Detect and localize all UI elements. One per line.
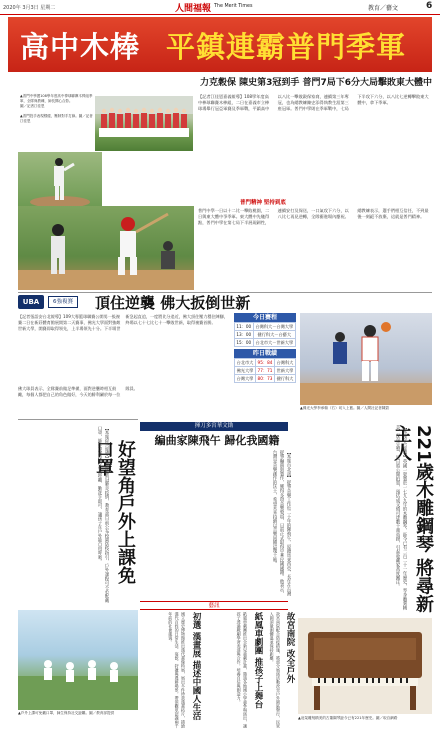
today-time: 15：00 xyxy=(236,339,252,345)
today-row xyxy=(235,331,296,339)
basketball-photo xyxy=(300,313,432,405)
today-row xyxy=(235,339,296,347)
today-match: 台北市大－世新大學 xyxy=(253,339,295,347)
yesterday-table xyxy=(234,358,296,383)
bottom-article-1-title: 初選 漢畫展 描述中國人生活 xyxy=(191,612,201,720)
mid-section-label-text: 揮刀多宮華文勛 xyxy=(194,423,234,429)
page-number: 6 xyxy=(426,1,433,11)
article1-body: 【記者江佳恩嘉義報導】108學年度高中棒球聯賽木棒組，二日在嘉義市立棒球場舉行冠亞軍賽及季軍戰，平鎮高中以八比一擊敗穀保家商，連續第三年奪冠，也為總教練陳史添得執教生涯第三座冠軍。普門中學則在季軍戰中，七局下半攻下六分，以八比七逆轉擊敗東大體中，拿下季軍。 xyxy=(198,94,429,112)
left-column-divider xyxy=(18,419,138,420)
bottom-article-1-body: 國立歷史博物館推出漢代畫像特展，展出多件珍貴漢畫拓片，描繪漢代百姓的日常生活、宴飲、狩獵與農耕場景，帶領觀眾認識兩千年前的社會風貌。 xyxy=(168,612,186,728)
photo-caption-1: ▲普門中學獲108學年度高中棒球聯賽木棒組季軍，全隊與教練、師長開心合影。 圖／記者江佳恩 ▲普門投手表現穩健，壓制對手打線。圖／記者江佳恩 xyxy=(20,94,93,123)
today-table xyxy=(234,322,296,347)
subheadline: 力克穀保 陳史第3冠到手 普門7局下6分大局擊敗東大體中 xyxy=(199,78,432,88)
yesterday-score: 77：71 xyxy=(256,367,275,375)
bottom-section-label xyxy=(140,601,288,610)
masthead xyxy=(0,0,440,15)
bottom-section-label-text: 藝訊 xyxy=(208,603,220,609)
basketball-caption: ▲佛光大學李承翰（右）切入上籃。圖／人間社記者陳碧 xyxy=(300,406,390,410)
uba-body-2: 佛大球員表示，全隊賽前做足準備，面對逆襲時相互鼓勵，每個人都把自己的角色做好，今天的勝利屬於每一位隊員。 xyxy=(18,386,138,398)
right-column-title: 221歲木雕鋼琴 將尋新主人 xyxy=(391,425,434,613)
today-schedule xyxy=(234,313,296,347)
yesterday-row xyxy=(235,359,296,367)
newspaper-logo: 人間福報 xyxy=(175,4,212,14)
today-time: 13：00 xyxy=(236,331,252,337)
piano-photo xyxy=(298,618,432,714)
today-time: 11：00 xyxy=(236,323,252,329)
uba-badge xyxy=(18,295,44,309)
yesterday-team2: 台灣科大 xyxy=(274,359,295,367)
issue-date: 2020年 3月3日 星期二 xyxy=(3,5,56,11)
piano-caption: ▲這架雕刻精美的古董鋼琴距今已有221年歷史。圖／取自網路 xyxy=(298,716,398,720)
yesterday-results xyxy=(234,349,296,383)
yesterday-score: 80：73 xyxy=(256,375,275,383)
left-column-title: 好望角戶外上課免口罩 xyxy=(93,440,136,584)
yesterday-score: 95：84 xyxy=(256,359,275,367)
yesterday-team2: 健行科大 xyxy=(274,375,295,383)
today-schedule-title: 今日賽程 xyxy=(234,313,296,322)
right-column-body: 【本報綜合報導】英國一架製於一七九九年的木雕鋼琴，距今已有二百二十一年歷史，琴身雕刻精美，保存完整，近日將公開拍賣，預估成交價可達數十萬英鎊，引起收藏家高度關注。 xyxy=(395,425,407,610)
yesterday-team1: 台灣大學 xyxy=(235,375,256,383)
uba-title: 頂住逆襲 佛大扳倒世新 xyxy=(95,294,251,312)
mid-section-label xyxy=(140,422,288,431)
left-column-body: 【本報綜合報導】為防範新冠肺炎疫情，教育部日前公布校園防疫指引，戶外課程可不必配戴口罩，師生只要保持社交距離、勤洗手即可，讓孩子在戶外能自由呼吸。 xyxy=(97,426,109,603)
yesterday-row xyxy=(235,367,296,375)
headline-right: 平鎮連霸普門季軍 xyxy=(166,30,407,64)
bottom-article-3 xyxy=(268,612,296,730)
today-match: 台灣科大－台灣大學 xyxy=(253,323,295,331)
today-row xyxy=(235,323,296,331)
article1-section-title: 普門精神 堅持到底 xyxy=(240,200,286,206)
section-name: 教育／藝文 xyxy=(368,5,399,12)
article1-body-2: 普門中學一日以十二比一擊敗桃園，二日與東大體中爭季軍。東大體中先馳得點，普門中學在第七局下半展現韌性，連續安打及保送，一口氣攻下六分，以八比七再見逆轉，全隊衝進場內慶祝。總教練表示，選手們相互信任，不到最後一刻絕不放棄，這就是普門精神。 xyxy=(198,208,429,226)
bottom-article-2-body: 紙風車劇團推出全新兒童劇計畫，邀請各地國小學童參與演出，讓孩子透過戲劇學習表達與合作，培養自信與創造力。 xyxy=(236,612,248,728)
bottom-article-2-title: 紙風車劇團 推孩子上舞台 xyxy=(253,612,263,709)
editor-article-body: 【本報台北訊】從事音樂工作近二十年的陳飛午，原籍馬來西亞，長年在台灣從事編曲與製作，獲得多項音樂獎項，日前正式取得中華民國國籍。他表示，台灣是音樂創作的沃土，希望未來持續以音樂回饋這塊土地。 xyxy=(272,450,291,597)
team-photo xyxy=(95,96,193,151)
uba-badge-text: UBA xyxy=(22,298,40,306)
uba-body: 【記者張語安台北報導】109大專籃球聯賽公開男一級複賽二日在新莊體育館展開第二天賽事，佛光大學面對強敵世新大學，開賽即取得領先，上半場領先十分。下半場世新急起直追，一度將比分追近，佛大頂住壓力穩住陣腳，終場以七十七比七十一擊敗世新，取得複賽首勝。 xyxy=(18,314,228,332)
yesterday-team1: 台北市大 xyxy=(235,359,256,367)
batter-photo xyxy=(18,206,194,290)
uba-round-text: 6強複賽 xyxy=(53,299,73,305)
newspaper-logo-en: The Merit Times xyxy=(214,4,253,9)
bottom-article-2 xyxy=(206,612,264,730)
yesterday-team1: 佛光大學 xyxy=(235,367,256,375)
bottom-article-3-title: 故宮南院 改全戶外 xyxy=(285,612,295,683)
yesterday-results-title: 昨日戰績 xyxy=(234,349,296,358)
headline-left: 高中木棒 xyxy=(20,30,141,64)
bottom-article-1 xyxy=(142,612,202,730)
outdoor-class-photo xyxy=(18,610,138,710)
outdoor-class-caption: ▲戶外上課可免戴口罩，師生保持社交距離。圖／教育部提供 xyxy=(18,711,115,715)
pitcher-photo xyxy=(18,152,102,206)
yesterday-row xyxy=(235,375,296,383)
yesterday-team2: 世新大學 xyxy=(274,367,295,375)
uba-round-tag xyxy=(48,296,78,308)
headline-banner xyxy=(8,17,432,72)
bottom-article-3-body: 故宮南院配合防疫措施，將部分展演活動改至戶外園區舉行，民眾入園須量測體溫並保持距離。 xyxy=(269,612,281,728)
editor-article-title: 編曲家陳飛午 歸化我國籍 xyxy=(154,434,280,447)
today-match: 健行科大－台藝大 xyxy=(253,331,295,339)
